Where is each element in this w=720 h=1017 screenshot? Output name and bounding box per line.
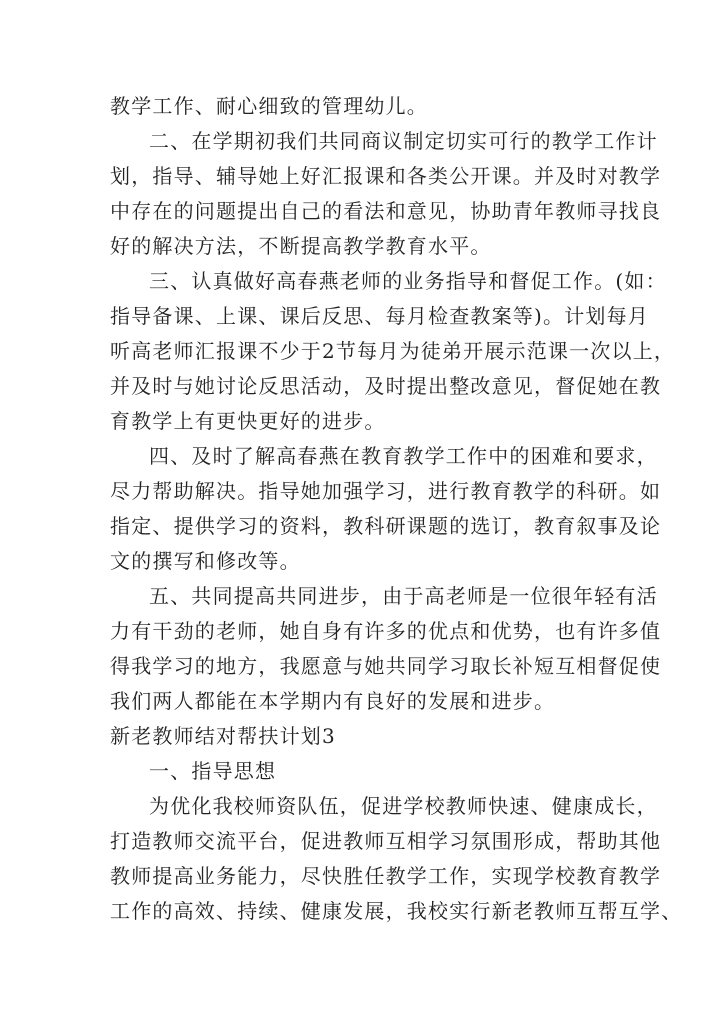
text-line: 听高老师汇报课不少于2节每月为徒弟开展示范课一次以上， (110, 339, 676, 363)
text-line: 教学工作、耐心细致的管理幼儿。 (110, 94, 428, 118)
text-line: 打造教师交流平台，促进教师互相学习氛围形成，帮助其他 (110, 829, 662, 853)
text-line: 为优化我校师资队伍，促进学校教师快速、健康成长， (149, 794, 658, 818)
text-line: 中存在的问题提出自己的看法和意见，协助青年教师寻找良 (110, 199, 662, 223)
text-line: 划，指导、辅导她上好汇报课和各类公开课。并及时对教学 (110, 164, 662, 188)
text-line: 文的撰写和修改等。 (110, 549, 301, 573)
text-line: 好的解决方法，不断提高教学教育水平。 (110, 234, 492, 258)
text-line: 工作的高效、持续、健康发展，我校实行新老教师互帮互学、 (110, 899, 683, 923)
text-line: 指定、提供学习的资料，教科研课题的选订，教育叙事及论 (110, 514, 662, 538)
text-line: 五、共同提高共同进步，由于高老师是一位很年轻有活 (149, 584, 658, 608)
text-line: 指导备课、上课、课后反思、每月检查教案等)。计划每月 (110, 304, 650, 328)
text-line: 尽力帮助解决。指导她加强学习，进行教育教学的科研。如 (110, 479, 662, 503)
text-line: 力有干劲的老师，她自身有许多的优点和优势，也有许多值 (110, 619, 662, 643)
text-line: 育教学上有更快更好的进步。 (110, 409, 386, 433)
subsection-heading: 一、指导思想 (149, 759, 277, 783)
text-line: 四、及时了解高春燕在教育教学工作中的困难和要求， (149, 444, 658, 468)
text-line: 并及时与她讨论反思活动，及时提出整改意见，督促她在教 (110, 374, 662, 398)
text-line: 得我学习的地方，我愿意与她共同学习取长补短互相督促使 (110, 654, 662, 678)
text-line: 教师提高业务能力，尽快胜任教学工作，实现学校教育教学 (110, 864, 662, 888)
text-line: 二、在学期初我们共同商议制定切实可行的教学工作计 (149, 129, 658, 153)
text-line: 三、认真做好高春燕老师的业务指导和督促工作。(如： (149, 269, 667, 293)
text-line: 我们两人都能在本学期内有良好的发展和进步。 (110, 689, 556, 713)
section-heading: 新老教师结对帮扶计划3 (110, 724, 336, 748)
